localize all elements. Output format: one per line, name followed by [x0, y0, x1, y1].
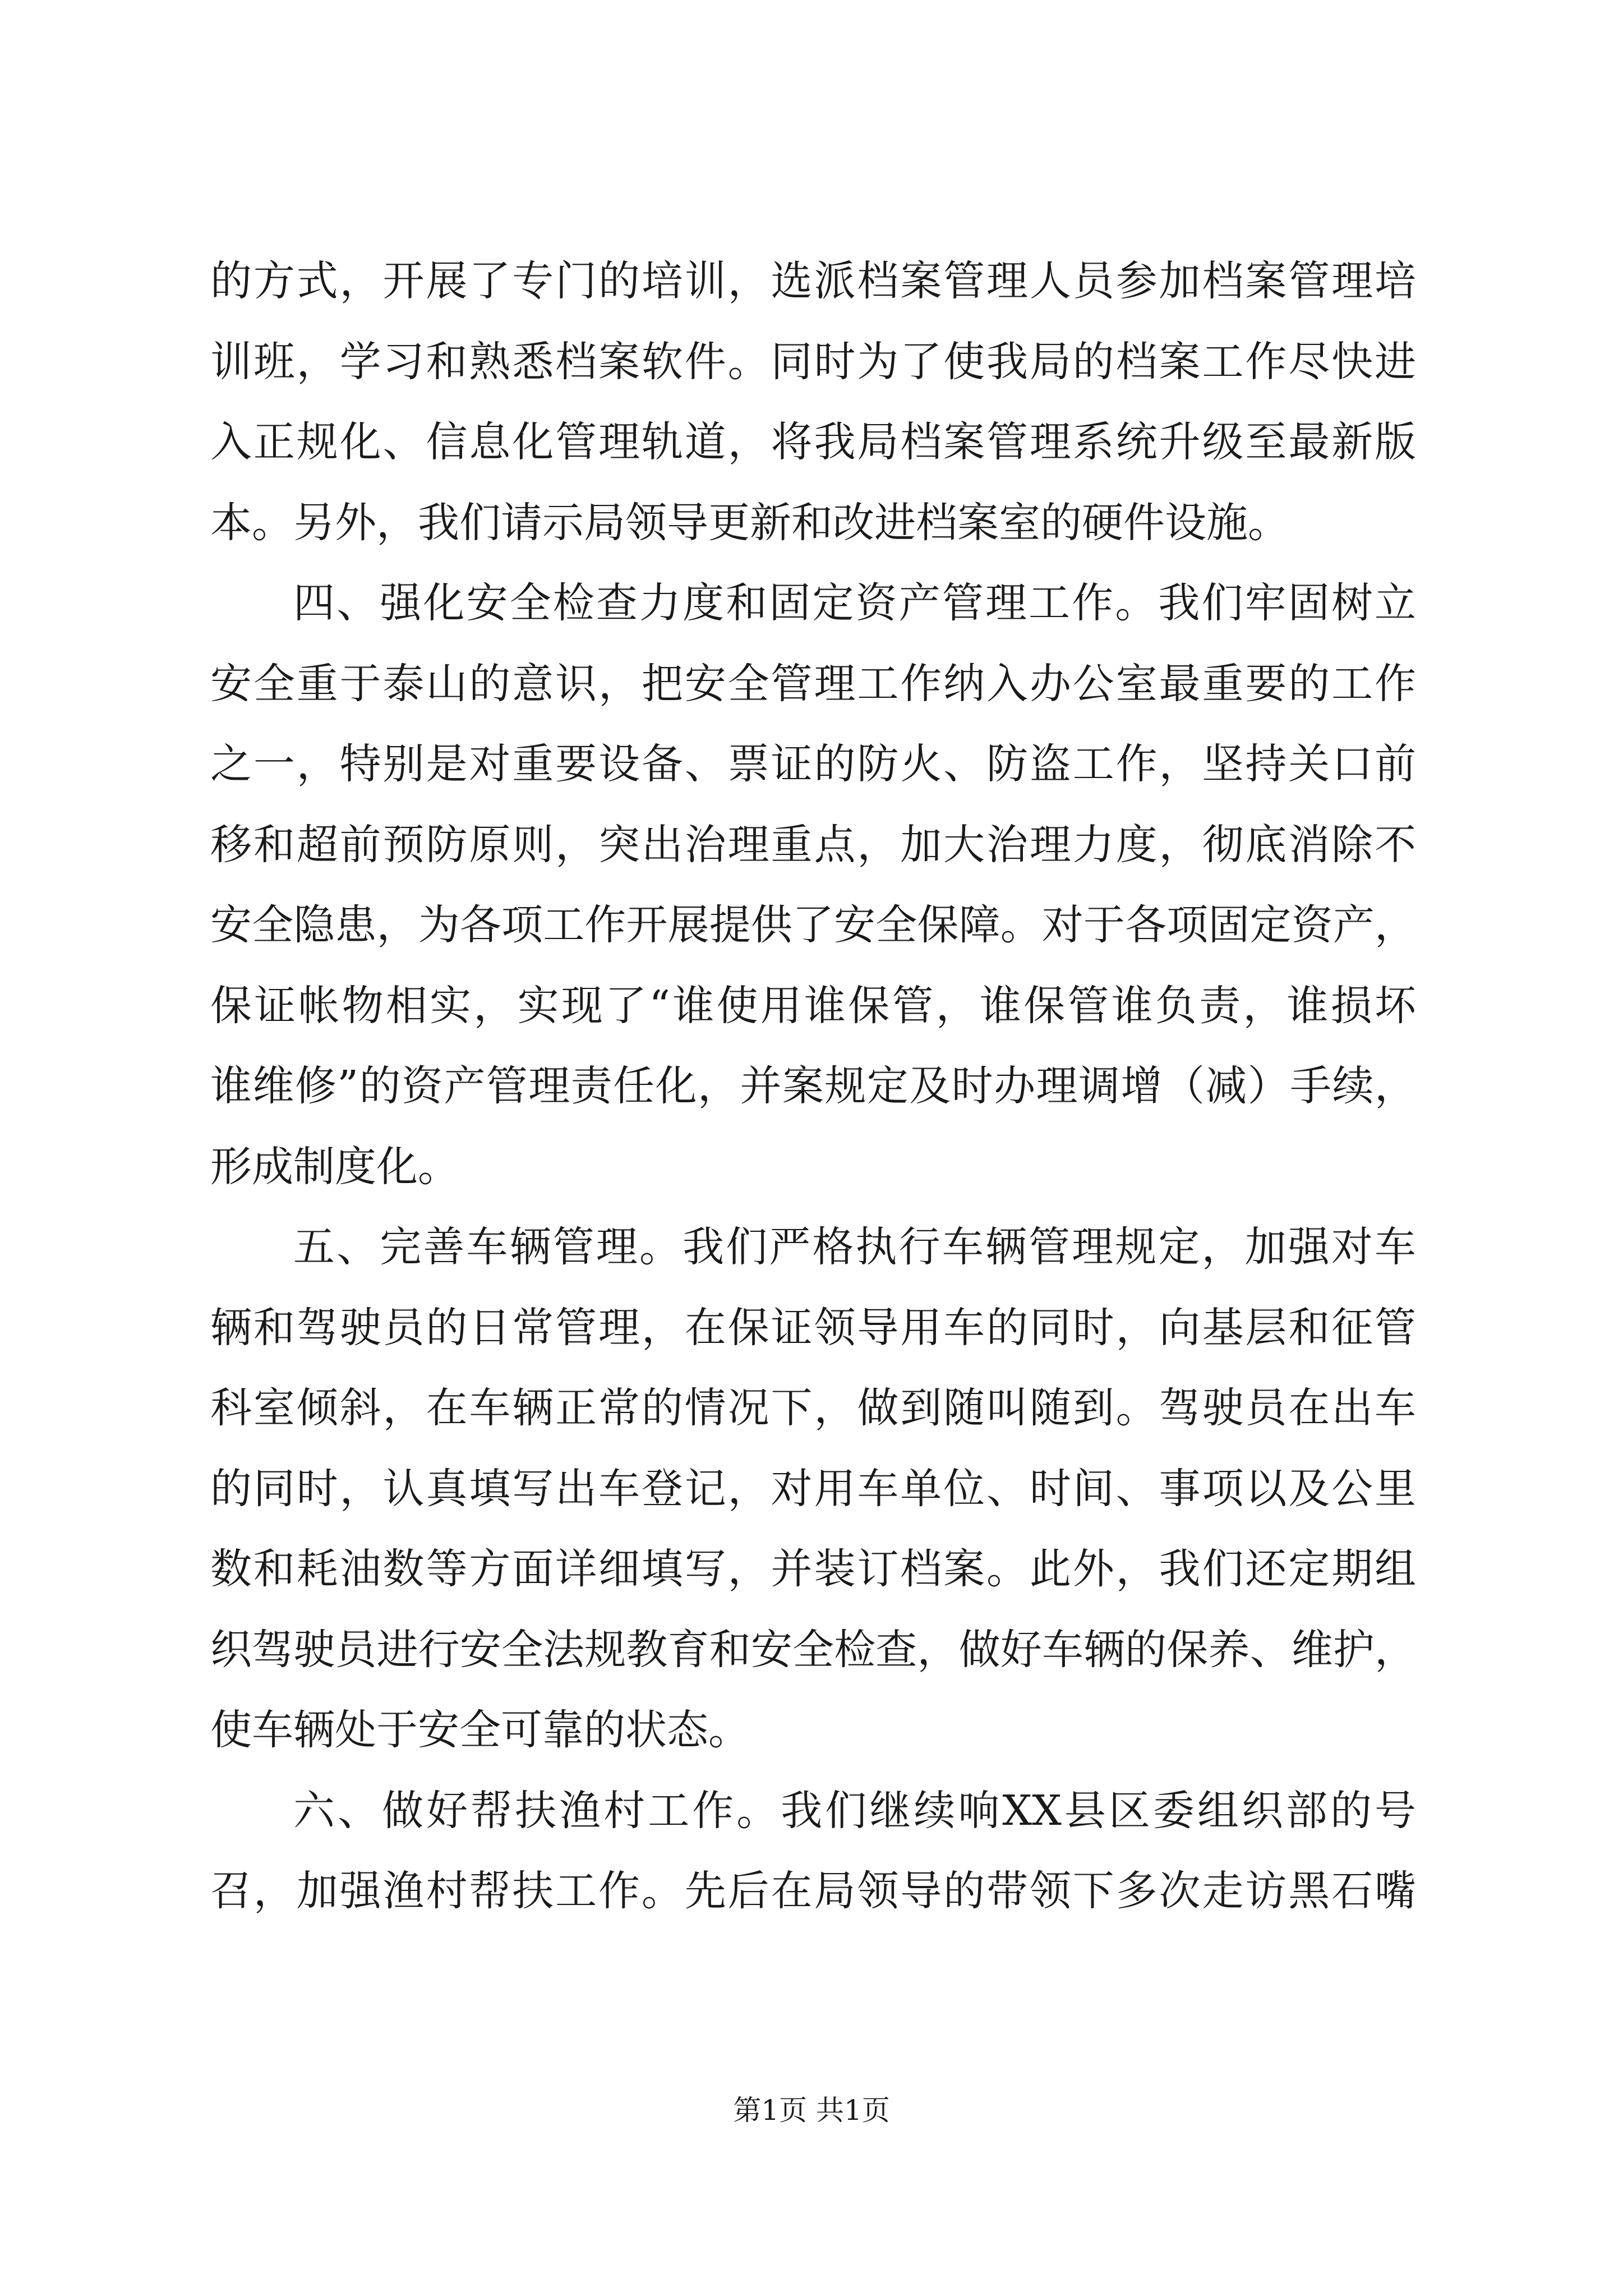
document-line: 使车辆处于安全可靠的状态。: [210, 1706, 750, 1754]
document-line: 数和耗油数等方面详细填写，并装订档案。此外，我们还定期组: [210, 1545, 1416, 1593]
document-line: 四、强化安全检查力度和固定资产管理工作。我们牢固树立: [293, 579, 1416, 627]
document-line: 安全隐患，为各项工作开展提供了安全保障。对于各项固定资产，: [210, 901, 1416, 949]
document-line: 辆和驾驶员的日常管理，在保证领导用车的同时，向基层和征管: [210, 1303, 1416, 1352]
document-line: 保证帐物相实，实现了“谁使用谁保管，谁保管谁负责，谁损坏: [210, 981, 1416, 1030]
page-footer: 第1页 共1页: [733, 2094, 890, 2127]
document-line: 形成制度化。: [210, 1142, 459, 1191]
document-line: 的方式，开展了专门的培训，选派档案管理人员参加档案管理培: [210, 257, 1416, 305]
document-line: 入正规化、信息化管理轨道，将我局档案管理系统升级至最新版: [210, 418, 1416, 466]
document-line: 谁维修”的资产管理责任化，并案规定及时办理调增（减）手续，: [210, 1062, 1416, 1110]
document-line: 之一，特别是对重要设备、票证的防火、防盗工作，坚持关口前: [210, 740, 1416, 788]
document-line: 移和超前预防原则，突出治理重点，加大治理力度，彻底消除不: [210, 820, 1416, 869]
document-line: 六、做好帮扶渔村工作。我们继续响XX县区委组织部的号: [293, 1786, 1416, 1835]
document-line: 召，加强渔村帮扶工作。先后在局领导的带领下多次走访黑石嘴: [210, 1867, 1416, 1915]
document-line: 训班，学习和熟悉档案软件。同时为了使我局的档案工作尽快进: [210, 337, 1416, 386]
document-line: 本。另外，我们请示局领导更新和改进档案室的硬件设施。: [210, 498, 1289, 547]
document-body: [210, 241, 1416, 1932]
document-line: 织驾驶员进行安全法规教育和安全检查，做好车辆的保养、维护，: [210, 1625, 1416, 1674]
document-line: 科室倾斜，在车辆正常的情况下，做到随叫随到。驾驶员在出车: [210, 1384, 1416, 1432]
document-line: 的同时，认真填写出车登记，对用车单位、时间、事项以及公里: [210, 1464, 1416, 1513]
document-line: 安全重于泰山的意识，把安全管理工作纳入办公室最重要的工作: [210, 659, 1416, 708]
document-line: 五、完善车辆管理。我们严格执行车辆管理规定，加强对车: [293, 1223, 1416, 1271]
